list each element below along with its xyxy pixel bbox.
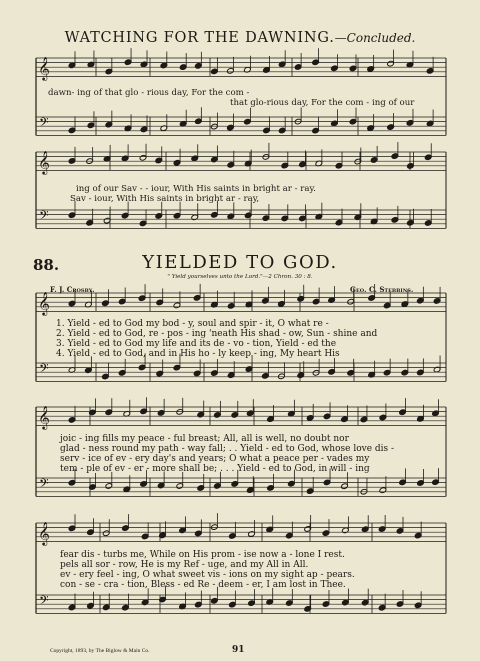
verse-line: pels all sor - row, He is my Ref - uge, and my All in All. [60,560,309,570]
hymn-number: 88. [33,256,60,274]
author-credit: F. J. Crosby. [50,285,95,294]
verse-block [56,319,377,359]
lyric-line: ing of our Sav - - iour, With His saints in bright ar - ray. [76,184,316,194]
treble-clef-icon: 𝄞 [38,291,50,315]
hymn-title: YIELDED TO GOD. [142,252,338,273]
verse-block [60,434,394,474]
bass-clef-icon: 𝄢 [39,593,49,611]
page-number: 91 [232,645,245,655]
verse-line: 2. Yield - ed to God, re - pos - ing 'neath His shad - ow, Sun - shine and [56,329,378,339]
scripture-reference: " Yield yourselves unto the Lord."—2 Chron. 30 : 8. [167,274,313,280]
treble-clef-icon: 𝄞 [38,521,50,545]
verse-line: 1. Yield - ed to God my bod - y, soul and spir - it, O what re - [56,319,329,329]
bass-clef-icon: 𝄢 [39,115,49,133]
verse-line: tem - ple of ev - er - more shall be; . . . Yield - ed to God, in will - ing [60,464,370,474]
bass-clef-icon: 𝄢 [39,208,49,226]
copyright-notice: Copyright, 1893, by The Biglow & Main Co. [50,648,150,654]
title-subtitle: —Concluded. [334,31,416,45]
page-title [0,30,480,46]
treble-clef-icon: 𝄞 [38,56,50,80]
verse-line: fear dis - turbs me, While on His prom - ise now a - lone I rest. [60,550,345,560]
verse-line: serv - ice of ev - ery day's and years; O what a peace per - vades my [60,454,370,464]
composer-credit: Geo. C. Stebbins. [350,285,414,294]
verse-line: 4. Yield - ed to God, and in His ho - ly keep - ing, My heart His [56,349,340,359]
title-text: WATCHING FOR THE DAWNING. [64,30,335,46]
treble-clef-icon: 𝄞 [38,150,50,174]
treble-clef-icon: 𝄞 [38,405,50,429]
bass-clef-icon: 𝄢 [39,476,49,494]
verse-line: con - se - cra - tion, Bless - ed Re - deem - er, I am lost in Thee. [60,580,346,590]
verse-block [60,550,355,590]
verse-line: ev - ery feel - ing, O what sweet vis - ions on my sight ap - pears. [60,570,355,580]
verse-line: joic - ing fills my peace - ful breast; All, all is well, no doubt nor [60,434,349,444]
verse-line: glad - ness round my path - way fall; . . Yield - ed to God, whose love dis - [60,444,395,454]
bass-clef-icon: 𝄢 [39,361,49,379]
lyric-line: that glo-rious day, For the com - ing of our [230,98,415,108]
verse-line: 3. Yield - ed to God my life and its de - vo - tion, Yield - ed the [56,339,337,349]
lyric-line: Sav - iour, With His saints in bright ar - ray, [70,194,260,204]
lyric-line: dawn- ing of that glo - rious day, For the com - [48,88,250,98]
